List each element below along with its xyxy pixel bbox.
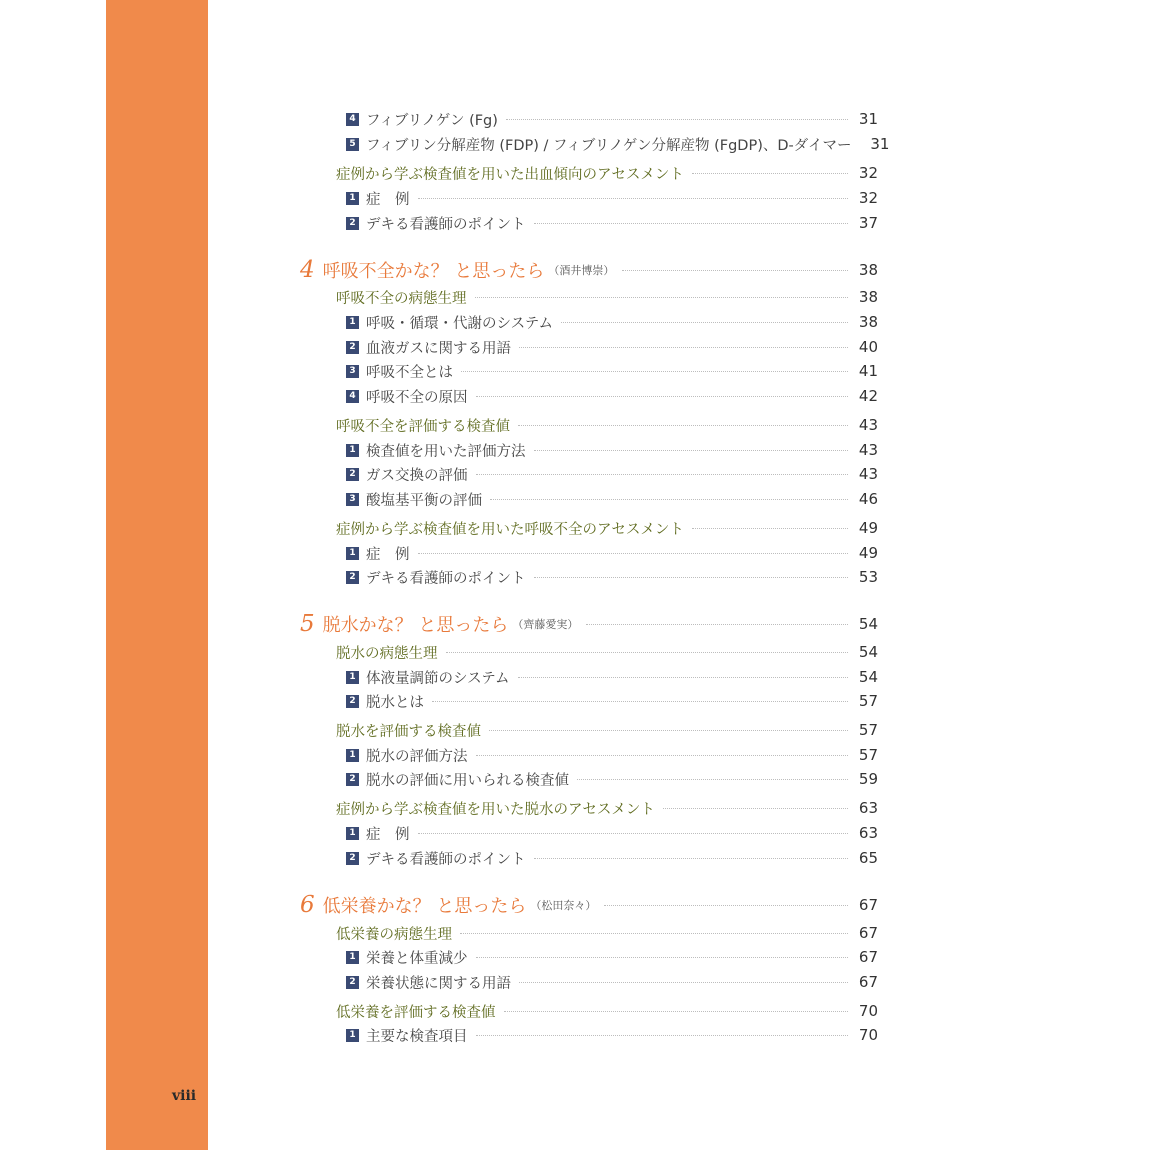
item-number-badge: 1 [346,951,359,964]
item-number-badge: 2 [346,468,359,481]
toc-item[interactable] [300,187,878,209]
item-title: デキる看護師のポイント [366,851,526,868]
toc-section[interactable] [300,922,878,944]
item-number-badge: 5 [346,138,359,151]
item-number-badge: 1 [346,1029,359,1042]
item-number-badge: 4 [346,113,359,126]
page-ref: 41 [858,362,878,380]
page-ref: 63 [858,799,878,817]
item-number-badge: 2 [346,773,359,786]
page-number: viii [172,1088,197,1104]
item-title: 脱水とは [366,694,424,711]
section-title: 症例から学ぶ検査値を用いた出血傾向のアセスメント [336,166,684,183]
toc-item[interactable] [300,971,878,993]
item-number-badge: 1 [346,192,359,205]
dotted-leader [418,198,849,199]
dotted-leader [476,474,849,475]
dotted-leader [476,755,849,756]
toc-section[interactable] [300,641,878,663]
page-ref: 63 [858,824,878,842]
item-title: フィブリノゲン (Fg) [366,112,498,129]
toc-section[interactable] [300,162,878,184]
item-number-badge: 1 [346,547,359,560]
dotted-leader [476,396,849,397]
section-title: 低栄養の病態生理 [336,926,452,943]
item-title: 検査値を用いた評価方法 [366,443,526,460]
item-number-badge: 2 [346,976,359,989]
item-title: 脱水の評価に用いられる検査値 [366,772,569,789]
toc-section[interactable] [300,719,878,741]
dotted-leader [461,371,848,372]
item-title: 呼吸不全とは [366,364,453,381]
toc-item[interactable] [300,566,878,588]
page-ref: 49 [858,519,878,537]
toc-item[interactable] [300,385,878,407]
item-number-badge: 3 [346,493,359,506]
toc-item[interactable] [300,744,878,766]
page-ref: 37 [858,214,878,232]
dotted-leader [475,297,849,298]
toc-item[interactable] [300,360,878,382]
dotted-leader [490,499,848,500]
toc-item[interactable] [300,768,878,790]
chapter-number: 4 [300,257,315,283]
toc-item[interactable] [300,311,878,333]
page-ref: 54 [858,643,878,661]
toc-item[interactable] [300,439,878,461]
toc-item[interactable] [300,542,878,564]
item-title: フィブリン分解産物 (FDP) / フィブリノゲン分解産物 (FgDP)、D-ダイマー [366,137,852,154]
page-ref: 57 [858,746,878,764]
toc-item[interactable] [300,822,878,844]
section-title: 脱水を評価する検査値 [336,723,481,740]
chapter-title: 脱水かな？ と思ったら [322,615,509,636]
page-ref: 70 [858,1002,878,1020]
item-title: 脱水の評価方法 [366,748,468,765]
toc-section[interactable] [300,286,878,308]
page-ref: 70 [858,1026,878,1044]
item-title: 栄養状態に関する用語 [366,975,511,992]
item-title: 体液量調節のシステム [366,670,510,687]
item-title: 症 例 [366,546,410,563]
item-title: ガス交換の評価 [366,467,468,484]
dotted-leader [518,425,848,426]
page-ref: 32 [858,189,878,207]
section-title: 脱水の病態生理 [336,645,438,662]
item-number-badge: 4 [346,390,359,403]
page-ref: 40 [858,338,878,356]
page-ref: 43 [858,441,878,459]
item-number-badge: 1 [346,444,359,457]
chapter-number: 6 [300,892,315,918]
page-ref: 43 [858,465,878,483]
dotted-leader [534,858,849,859]
toc-section[interactable] [300,1000,878,1022]
item-title: 血液ガスに関する用語 [366,340,511,357]
dotted-leader [460,933,848,934]
item-title: 主要な検査項目 [366,1028,468,1045]
toc-section[interactable] [300,797,878,819]
item-number-badge: 2 [346,341,359,354]
page-ref: 42 [858,387,878,405]
toc-chapter[interactable] [300,891,878,919]
dotted-leader [476,1035,849,1036]
item-number-badge: 3 [346,365,359,378]
toc-chapter[interactable] [300,610,878,638]
item-number-badge: 2 [346,695,359,708]
toc-item[interactable] [300,1024,878,1046]
dotted-leader [432,701,848,702]
dotted-leader [418,833,849,834]
page-ref: 67 [858,948,878,966]
item-number-badge: 1 [346,827,359,840]
dotted-leader [692,173,848,174]
toc-item[interactable] [300,133,890,155]
dotted-leader [418,553,849,554]
dotted-leader [504,1011,849,1012]
orange-side-band [106,0,208,1150]
page-ref: 67 [858,973,878,991]
chapter-author: （松田奈々） [530,899,597,912]
toc-item[interactable] [300,946,878,968]
dotted-leader [663,808,848,809]
item-number-badge: 1 [346,671,359,684]
dotted-leader [534,577,849,578]
dotted-leader [692,528,848,529]
toc-section[interactable] [300,517,878,539]
item-number-badge: 2 [346,571,359,584]
toc-section[interactable] [300,414,878,436]
item-title: 呼吸不全の原因 [366,389,468,406]
page-ref: 57 [858,692,878,710]
dotted-leader [446,652,849,653]
section-title: 呼吸不全を評価する検査値 [336,418,510,435]
dotted-leader [622,270,848,271]
section-title: 症例から学ぶ検査値を用いた脱水のアセスメント [336,801,655,818]
toc-item[interactable] [300,463,878,485]
page-ref: 57 [858,721,878,739]
toc-chapter[interactable] [300,256,878,284]
dotted-leader [519,347,848,348]
item-title: 症 例 [366,191,410,208]
page-ref: 38 [858,313,878,331]
toc-item[interactable] [300,847,878,869]
toc-item[interactable] [300,336,878,358]
page-ref: 67 [858,896,878,914]
dotted-leader [586,624,848,625]
item-number-badge: 2 [346,852,359,865]
dotted-leader [518,677,848,678]
item-title: 栄養と体重減少 [366,950,468,967]
item-title: デキる看護師のポイント [366,570,526,587]
page-ref: 31 [870,135,890,153]
item-title: 症 例 [366,826,410,843]
page-ref: 46 [858,490,878,508]
item-number-badge: 2 [346,217,359,230]
dotted-leader [476,957,849,958]
chapter-author: （酒井博崇） [548,264,615,277]
chapter-title: 低栄養かな？ と思ったら [322,896,527,917]
dotted-leader [506,119,848,120]
dotted-leader [561,322,848,323]
section-title: 呼吸不全の病態生理 [336,290,467,307]
page-ref: 31 [858,110,878,128]
item-title: デキる看護師のポイント [366,216,526,233]
dotted-leader [534,223,849,224]
section-title: 低栄養を評価する検査値 [336,1004,496,1021]
toc-item[interactable] [300,690,878,712]
page-ref: 54 [858,615,878,633]
page-ref: 38 [858,261,878,279]
item-number-badge: 1 [346,316,359,329]
chapter-author: （齊藤愛実） [512,618,579,631]
page-ref: 38 [858,288,878,306]
page-ref: 32 [858,164,878,182]
dotted-leader [534,450,849,451]
item-title: 呼吸・循環・代謝のシステム [366,315,554,332]
toc-item[interactable] [300,488,878,510]
dotted-leader [489,730,848,731]
page-ref: 49 [858,544,878,562]
toc-item[interactable] [300,212,878,234]
toc-item[interactable] [300,666,878,688]
toc-item[interactable] [300,108,878,130]
page-ref: 53 [858,568,878,586]
page-ref: 67 [858,924,878,942]
page-ref: 43 [858,416,878,434]
item-title: 酸塩基平衡の評価 [366,492,482,509]
dotted-leader [604,905,848,906]
chapter-number: 5 [300,611,315,637]
item-number-badge: 1 [346,749,359,762]
dotted-leader [577,779,848,780]
section-title: 症例から学ぶ検査値を用いた呼吸不全のアセスメント [336,521,684,538]
page-ref: 54 [858,668,878,686]
dotted-leader [519,982,848,983]
chapter-title: 呼吸不全かな？ と思ったら [322,261,545,282]
page-ref: 59 [858,770,878,788]
page-ref: 65 [858,849,878,867]
